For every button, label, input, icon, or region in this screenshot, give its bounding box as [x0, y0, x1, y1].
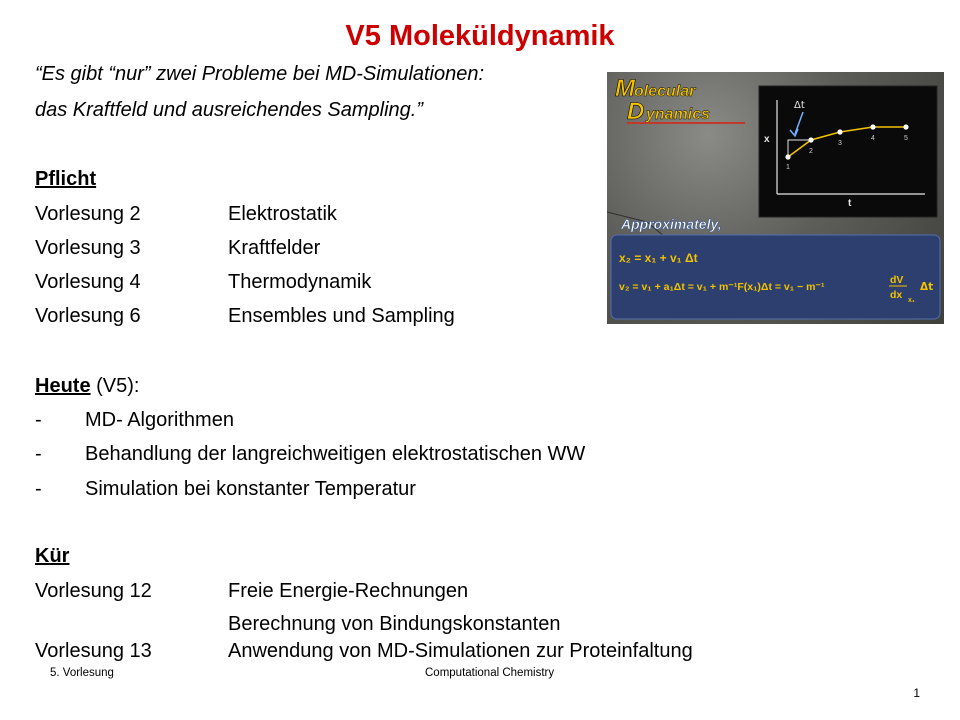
kuer-topic: Freie Energie-Rechnungen — [228, 580, 469, 602]
equation-2-end: Δt — [920, 281, 934, 293]
point-label: 4 — [871, 135, 875, 142]
quote-line-2: das Kraftfeld und ausreichendes Sampling.” — [35, 99, 424, 121]
trajectory-point — [903, 124, 908, 129]
trajectory-point — [837, 129, 842, 134]
banner-m: M — [615, 75, 635, 102]
point-label: 3 — [838, 140, 842, 147]
point-label: 2 — [809, 148, 813, 155]
kuer-topic: Berechnung von Bindungskonstanten — [228, 613, 561, 635]
pflicht-topic: Ensembles und Sampling — [228, 305, 455, 327]
footer-center: Computational Chemistry — [425, 667, 555, 679]
pflicht-topic: Kraftfelder — [228, 237, 321, 259]
pflicht-lecture: Vorlesung 3 — [35, 237, 141, 259]
heute-item: MD- Algorithmen — [85, 409, 234, 431]
quote-line-1: “Es gibt “nur” zwei Probleme bei MD-Simulationen: — [35, 63, 485, 85]
heute-suffix: (V5): — [90, 375, 140, 397]
kuer-topic: Anwendung von MD-Simulationen zur Proteinfaltung — [228, 640, 693, 662]
equation-2-den: dx — [890, 289, 903, 301]
banner-line1: olecular — [634, 83, 696, 100]
pflicht-lecture: Vorlesung 2 — [35, 203, 141, 225]
point-label: 1 — [786, 164, 790, 171]
page-title: V5 Moleküldynamik — [345, 20, 615, 52]
heute-heading: Heute — [35, 375, 91, 397]
heute-item: Behandlung der langreichweitigen elektrostatischen WW — [85, 443, 586, 465]
axis-x-label: x — [764, 134, 770, 145]
equation-2-num: dV — [890, 274, 904, 286]
axis-t-label: t — [848, 198, 852, 209]
equation-2-sub: x₁ — [908, 297, 915, 304]
kuer-lecture: Vorlesung 13 — [35, 640, 152, 662]
pflicht-lecture: Vorlesung 4 — [35, 271, 141, 293]
heute-item: Simulation bei konstanter Temperatur — [85, 478, 416, 500]
pflicht-topic: Elektrostatik — [228, 203, 337, 225]
kuer-heading: Kür — [35, 545, 70, 567]
pflicht-lecture: Vorlesung 6 — [35, 305, 141, 327]
page-number: 1 — [913, 686, 920, 700]
banner-d: D — [627, 98, 645, 125]
kuer-lecture: Vorlesung 12 — [35, 580, 152, 602]
equation-2: v₂ = v₁ + a₁Δt = v₁ + m⁻¹F(x₁)Δt = v₁ − m⁻¹ — [619, 281, 825, 293]
pflicht-heading: Pflicht — [35, 168, 97, 190]
molecular-dynamics-illustration — [607, 72, 944, 324]
md-illustration-svg — [607, 72, 944, 324]
point-label: 5 — [904, 135, 908, 142]
trajectory-point — [785, 154, 790, 159]
bullet-dash: - — [35, 443, 42, 465]
trajectory-point — [808, 137, 813, 142]
trajectory-point — [870, 124, 875, 129]
heute-heading-line — [35, 375, 139, 398]
bullet-dash: - — [35, 478, 42, 500]
equation-1: x₂ = x₁ + v₁ Δt — [619, 251, 698, 265]
bullet-dash: - — [35, 409, 42, 431]
approx-label: Approximately, — [621, 216, 722, 232]
pflicht-topic: Thermodynamik — [228, 271, 372, 293]
footer-left: 5. Vorlesung — [50, 667, 114, 679]
banner-line2: ynamics — [646, 106, 711, 123]
dt-label: Δt — [794, 100, 805, 111]
